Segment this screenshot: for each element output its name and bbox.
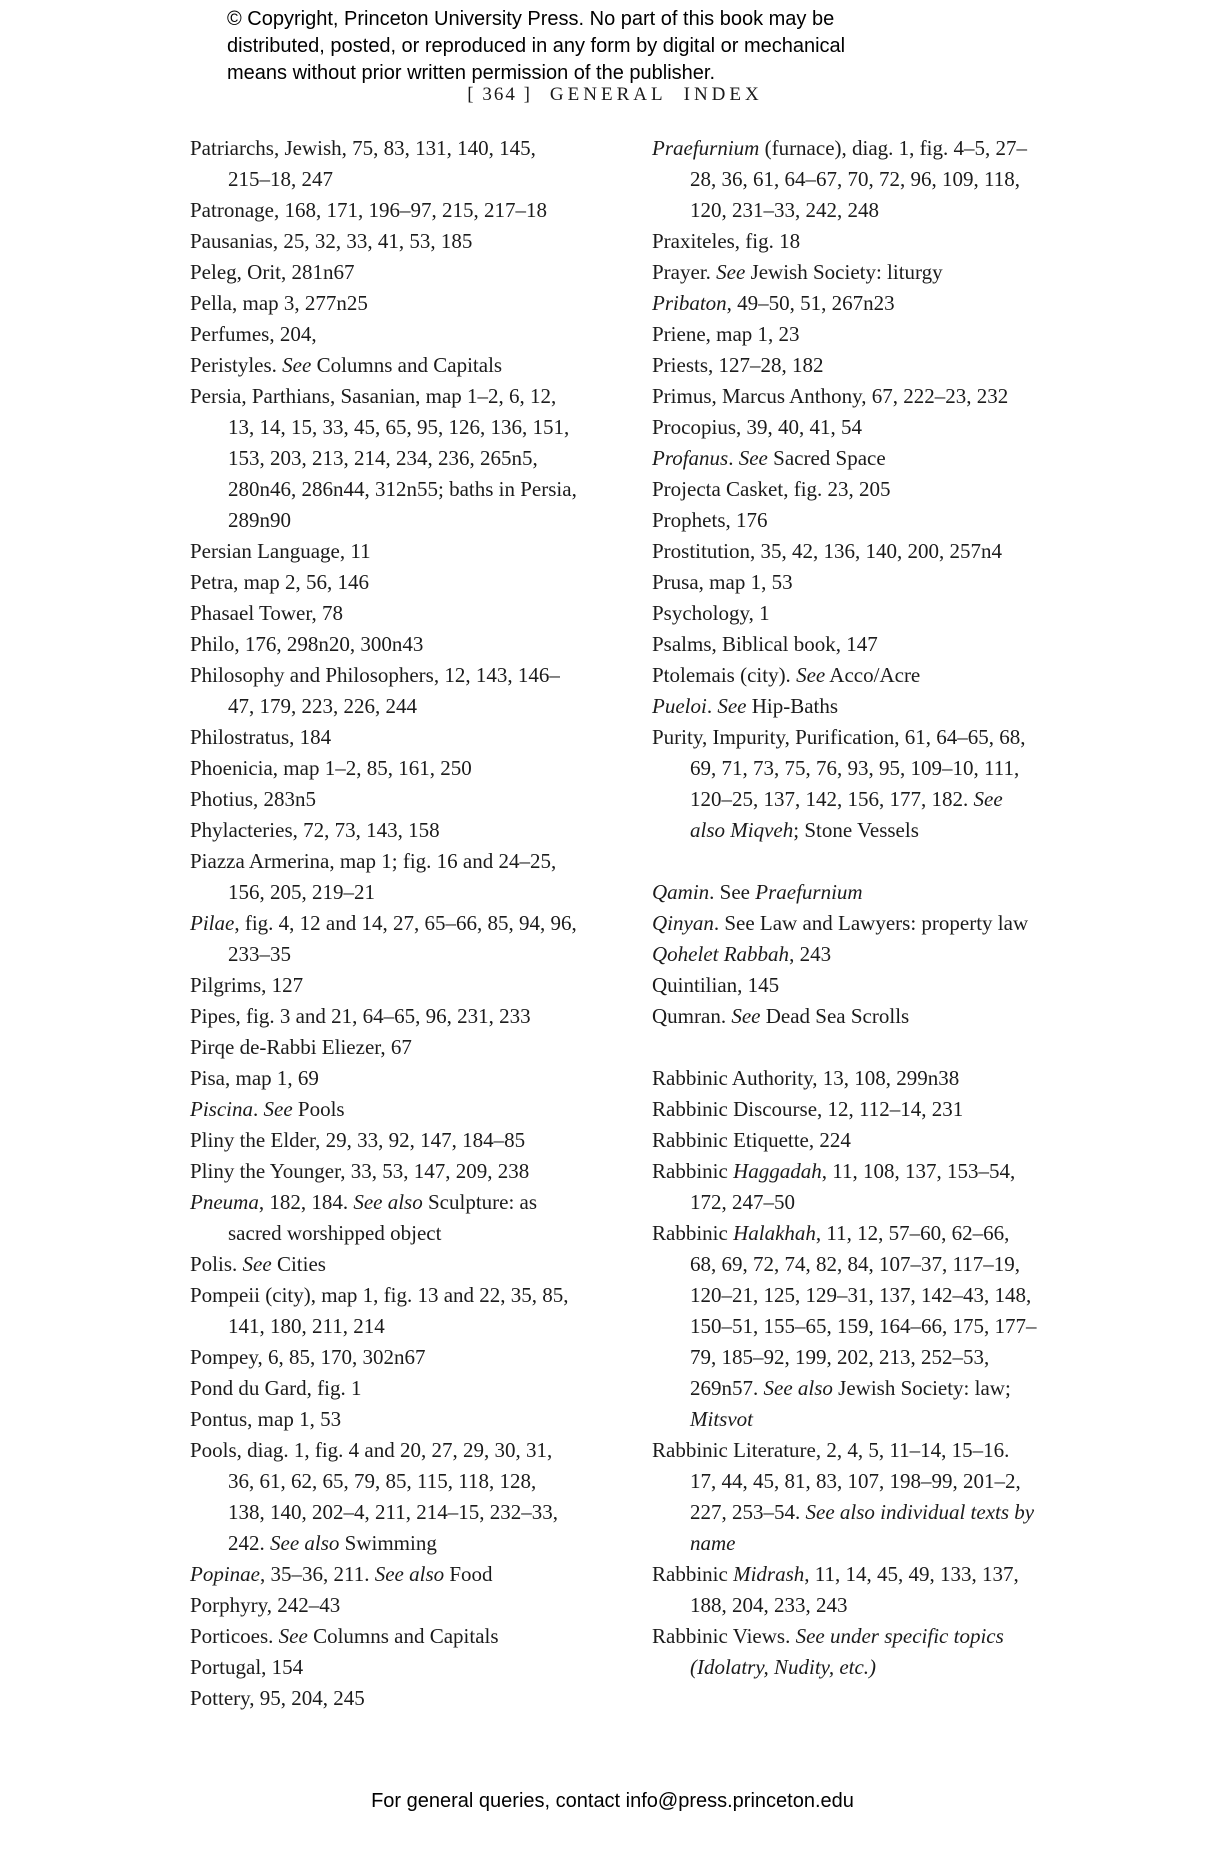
index-entry: Pirqe de-Rabbi Eliezer, 67 xyxy=(190,1035,412,1059)
index-entry: Pompeii (city), map 1, fig. 13 and 22, 35, 85, 141, 180, 211, 214 xyxy=(190,1283,569,1338)
index-entry: Prophets, 176 xyxy=(652,508,768,532)
index-entry: Perfumes, 204, xyxy=(190,322,317,346)
index-entry: Persia, Parthians, Sasanian, map 1–2, 6, 12, 13, 14, 15, 33, 45, 65, 95, 126, 136, 151, 153, 203, 213, 214, 234, 236, 265n5, 280n46, 286n44, 312n55; baths in Persia, 289n90 xyxy=(190,384,577,532)
index-entry: Rabbinic Halakhah, 11, 12, 57–60, 62–66, 68, 69, 72, 74, 82, 84, 107–37, 117–19, 120–21, 125, 129–31, 137, 142–43, 148, 150–51, 155–65, 159, 164–66, 175, 177–79, 185–92, 199, 202, 213, 252–53, 269n57. See also Jewish Society: law; Mitsvot xyxy=(652,1221,1037,1431)
italic-text: Halakhah xyxy=(733,1221,816,1245)
index-entry: Qamin. See Praefurnium xyxy=(652,880,863,904)
italic-text: See xyxy=(282,353,312,377)
italic-text: Qamin xyxy=(652,880,710,904)
index-entry: Rabbinic Discourse, 12, 112–14, 231 xyxy=(652,1097,964,1121)
index-entry: Praxiteles, fig. 18 xyxy=(652,229,801,253)
italic-text: Qinyan xyxy=(652,911,714,935)
index-entry: Rabbinic Authority, 13, 108, 299n38 xyxy=(652,1066,960,1090)
index-entry: Psychology, 1 xyxy=(652,601,770,625)
index-entry: Persian Language, 11 xyxy=(190,539,371,563)
italic-text: See xyxy=(242,1252,272,1276)
italic-text: Praefurnium xyxy=(652,136,760,160)
index-entry: Phylacteries, 72, 73, 143, 158 xyxy=(190,818,440,842)
index-entry: Philosophy and Philosophers, 12, 143, 146–47, 179, 223, 226, 244 xyxy=(190,663,560,718)
index-entry: Petra, map 2, 56, 146 xyxy=(190,570,370,594)
index-entry: Pools, diag. 1, fig. 4 and 20, 27, 29, 30, 31, 36, 61, 62, 65, 79, 85, 115, 118, 128, 138, 140, 202–4, 211, 214–15, 232–33, 242. See also Swimming xyxy=(190,1438,558,1555)
index-entry: Pliny the Elder, 29, 33, 92, 147, 184–85 xyxy=(190,1128,526,1152)
italic-text: Miqveh xyxy=(730,818,794,842)
index-entry: Pueloi. See Hip-Baths xyxy=(652,694,839,718)
index-entry: Psalms, Biblical book, 147 xyxy=(652,632,878,656)
index-letter-group xyxy=(652,133,1039,846)
index-entry: Rabbinic Etiquette, 224 xyxy=(652,1128,851,1152)
index-entry: Pipes, fig. 3 and 21, 64–65, 96, 231, 233 xyxy=(190,1004,531,1028)
italic-text: See also xyxy=(763,1376,833,1400)
italic-text: Pribaton xyxy=(652,291,727,315)
index-entry: Pottery, 95, 204, 245 xyxy=(190,1686,365,1710)
index-entry: Phoenicia, map 1–2, 85, 161, 250 xyxy=(190,756,472,780)
index-entry: Patriarchs, Jewish, 75, 83, 131, 140, 145, 215–18, 247 xyxy=(190,136,536,191)
index-entry: Pilae, fig. 4, 12 and 14, 27, 65–66, 85, 94, 96, 233–35 xyxy=(190,911,577,966)
index-entry: Phasael Tower, 78 xyxy=(190,601,344,625)
italic-text: See also xyxy=(690,787,1003,842)
italic-text: Qohelet Rabbah xyxy=(652,942,790,966)
index-letter-group xyxy=(652,877,1039,1032)
italic-text: by name xyxy=(690,1500,1035,1555)
italic-text: See xyxy=(738,446,768,470)
index-entry: Qinyan. See Law and Lawyers: property law xyxy=(652,911,1029,935)
index-entry: Peristyles. See Columns and Capitals xyxy=(190,353,503,377)
italic-text: Midrash xyxy=(733,1562,805,1586)
italic-text: See xyxy=(796,663,826,687)
index-entry: Pella, map 3, 277n25 xyxy=(190,291,368,315)
page-title: GENERAL INDEX xyxy=(549,84,763,105)
index-column-right xyxy=(652,133,1039,1714)
italic-text: See also individual texts xyxy=(805,1500,1010,1524)
index-entry: Piazza Armerina, map 1; fig. 16 and 24–25, 156, 205, 219–21 xyxy=(190,849,557,904)
index-entry: Porphyry, 242–43 xyxy=(190,1593,341,1617)
index-entry: Pompey, 6, 85, 170, 302n67 xyxy=(190,1345,426,1369)
copyright-line: distributed, posted, or reproduced in any form by digital or mechanical xyxy=(227,35,846,57)
italic-text: Pueloi xyxy=(652,694,707,718)
index-column-left xyxy=(190,133,577,1714)
italic-text: See also xyxy=(353,1190,423,1214)
index-entry: Pausanias, 25, 32, 33, 41, 53, 185 xyxy=(190,229,473,253)
italic-text: Profanus xyxy=(652,446,729,470)
italic-text: See xyxy=(717,694,747,718)
index-entry: Qumran. See Dead Sea Scrolls xyxy=(652,1004,910,1028)
index-entry: Popinae, 35–36, 211. See also Food xyxy=(190,1562,493,1586)
index-entry: Prostitution, 35, 42, 136, 140, 200, 257n4 xyxy=(652,539,1003,563)
index-entry: Quintilian, 145 xyxy=(652,973,780,997)
index-entry: Pilgrims, 127 xyxy=(190,973,304,997)
index-entry: Pontus, map 1, 53 xyxy=(190,1407,342,1431)
italic-text: See also xyxy=(270,1531,340,1555)
index-entry: Polis. See Cities xyxy=(190,1252,326,1276)
index-entry: Pisa, map 1, 69 xyxy=(190,1066,319,1090)
italic-text: Popinae xyxy=(190,1562,260,1586)
index-entry: Photius, 283n5 xyxy=(190,787,317,811)
italic-text: See xyxy=(731,1004,761,1028)
index-entry: Prayer. See Jewish Society: liturgy xyxy=(652,260,943,284)
index-entry: Rabbinic Midrash, 11, 14, 45, 49, 133, 137, 188, 204, 233, 243 xyxy=(652,1562,1019,1617)
index-entry: Praefurnium (furnace), diag. 1, fig. 4–5, 27–28, 36, 61, 64–67, 70, 72, 96, 109, 118, 120, 231–33, 242, 248 xyxy=(652,136,1027,222)
italic-text: Pilae xyxy=(190,911,235,935)
index-entry: Pliny the Younger, 33, 53, 147, 209, 238 xyxy=(190,1159,530,1183)
italic-text: See xyxy=(278,1624,308,1648)
italic-text: See also xyxy=(374,1562,445,1586)
index-entry: Projecta Casket, fig. 23, 205 xyxy=(652,477,891,501)
italic-text: (Idolatry, Nudity, etc.) xyxy=(690,1655,877,1679)
index-entry: Pneuma, 182, 184. See also Sculpture: as sacred worshipped object xyxy=(190,1190,538,1245)
index-content xyxy=(190,133,1040,1714)
index-entry: Rabbinic Views. See under specific topics (Idolatry, Nudity, etc.) xyxy=(652,1624,1004,1679)
index-entry: Prusa, map 1, 53 xyxy=(652,570,793,594)
page-number: [ 364 ] xyxy=(467,84,532,105)
index-entry: Philostratus, 184 xyxy=(190,725,332,749)
index-entry: Rabbinic Haggadah, 11, 108, 137, 153–54, 172, 247–50 xyxy=(652,1159,1016,1214)
copyright-line: © Copyright, Princeton University Press. No part of this book may be xyxy=(227,8,835,30)
footer-contact: For general queries, contact info@press.princeton.edu xyxy=(371,1790,854,1812)
page-header xyxy=(190,84,1040,106)
italic-text: See xyxy=(263,1097,293,1121)
index-entry: Portugal, 154 xyxy=(190,1655,304,1679)
index-entry: Pribaton, 49–50, 51, 267n23 xyxy=(652,291,895,315)
italic-text: Pneuma xyxy=(190,1190,259,1214)
index-entry: Peleg, Orit, 281n67 xyxy=(190,260,355,284)
index-letter-group xyxy=(190,133,577,1714)
index-entry: Purity, Impurity, Purification, 61, 64–65, 68, 69, 71, 73, 75, 76, 93, 95, 109–10, 111, 120–25, 137, 142, 156, 177, 182. See also Miqveh; Stone Vessels xyxy=(652,725,1026,842)
italic-text: Praefurnium xyxy=(755,880,863,904)
index-entry: Philo, 176, 298n20, 300n43 xyxy=(190,632,424,656)
italic-text: Haggadah xyxy=(733,1159,822,1183)
index-entry: Patronage, 168, 171, 196–97, 215, 217–18 xyxy=(190,198,547,222)
copyright-notice xyxy=(227,6,845,87)
index-entry: Ptolemais (city). See Acco/Acre xyxy=(652,663,921,687)
index-entry: Profanus. See Sacred Space xyxy=(652,446,886,470)
index-entry: Priene, map 1, 23 xyxy=(652,322,800,346)
italic-text: Mitsvot xyxy=(690,1407,753,1431)
index-letter-group xyxy=(652,1063,1039,1683)
index-entry: Porticoes. See Columns and Capitals xyxy=(190,1624,499,1648)
index-entry: Primus, Marcus Anthony, 67, 222–23, 232 xyxy=(652,384,1009,408)
index-entry: Piscina. See Pools xyxy=(190,1097,345,1121)
index-entry: Pond du Gard, fig. 1 xyxy=(190,1376,362,1400)
index-entry: Procopius, 39, 40, 41, 54 xyxy=(652,415,862,439)
italic-text: Piscina xyxy=(190,1097,253,1121)
italic-text: See under specific topics xyxy=(795,1624,1004,1648)
index-entry: Qohelet Rabbah, 243 xyxy=(652,942,832,966)
copyright-line: means without prior written permission of the publisher. xyxy=(227,62,716,84)
index-entry: Priests, 127–28, 182 xyxy=(652,353,824,377)
index-entry: Rabbinic Literature, 2, 4, 5, 11–14, 15–16. 17, 44, 45, 81, 83, 107, 198–99, 201–2, 227, 253–54. See also individual texts by name xyxy=(652,1438,1035,1555)
italic-text: See xyxy=(716,260,746,284)
